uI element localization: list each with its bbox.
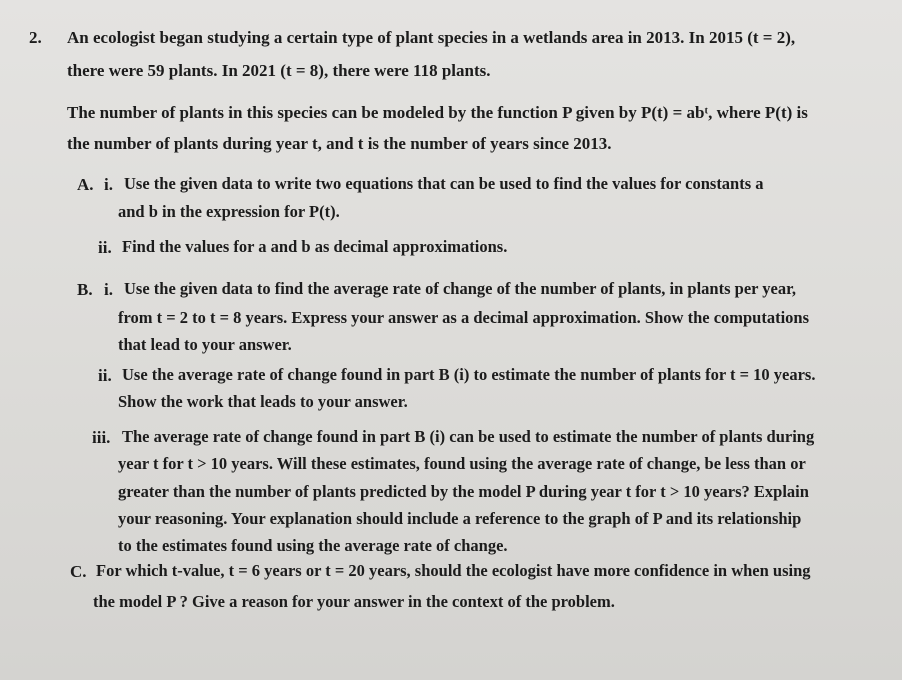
part-c-label: C. — [70, 562, 87, 581]
part-b-i-label: i. — [104, 280, 113, 299]
part-b-iii-line-3: greater than the number of plants predicted by the model P during year t for t > 10 years? Explain — [118, 482, 809, 501]
part-a-label: A. — [77, 175, 94, 194]
part-a-i-line-2: and b in the expression for P(t). — [118, 202, 340, 221]
part-a-ii-line-1: Find the values for a and b as decimal approximations. — [122, 237, 508, 256]
part-c-line-2: the model P ? Give a reason for your answer in the context of the problem. — [93, 592, 615, 611]
part-b-i-line-3: that lead to your answer. — [118, 335, 292, 354]
part-b-iii-line-4: your reasoning. Your explanation should include a reference to the graph of P and its relationship — [118, 509, 802, 528]
part-b-i-line-1: Use the given data to find the average rate of change of the number of plants, in plants per year, — [124, 279, 797, 298]
intro-line-1: An ecologist began studying a certain type of plant species in a wetlands area in 2013. In 2015 (t = 2), — [67, 28, 796, 47]
part-b-iii-line-2: year t for t > 10 years. Will these estimates, found using the average rate of change, be less than or — [118, 454, 806, 473]
part-b-ii-label: ii. — [98, 366, 112, 385]
model-line-2: the number of plants during year t, and t is the number of years since 2013. — [67, 134, 612, 153]
part-b-iii-label: iii. — [92, 428, 111, 447]
question-number: 2. — [29, 28, 42, 47]
part-c-line-1: For which t-value, t = 6 years or t = 20 years, should the ecologist have more confidence in when using — [96, 561, 811, 580]
part-b-label: B. — [77, 280, 93, 299]
intro-line-2: there were 59 plants. In 2021 (t = 8), there were 118 plants. — [67, 61, 491, 80]
part-a-ii-label: ii. — [98, 238, 112, 257]
part-b-ii-line-1: Use the average rate of change found in part B (i) to estimate the number of plants for t = 10 years. — [122, 365, 816, 384]
model-line-1: The number of plants in this species can be modeled by the function P given by P(t) = abᵗ, where P(t) is — [67, 103, 808, 122]
part-a-i-label: i. — [104, 175, 113, 194]
part-b-ii-line-2: Show the work that leads to your answer. — [118, 392, 408, 411]
part-b-iii-line-5: to the estimates found using the average rate of change. — [118, 536, 508, 555]
part-b-iii-line-1: The average rate of change found in part B (i) can be used to estimate the number of plants during — [122, 427, 815, 446]
part-a-i-line-1: Use the given data to write two equations that can be used to find the values for constants a — [124, 174, 764, 193]
part-b-i-line-2: from t = 2 to t = 8 years. Express your answer as a decimal approximation. Show the computations — [118, 308, 810, 327]
